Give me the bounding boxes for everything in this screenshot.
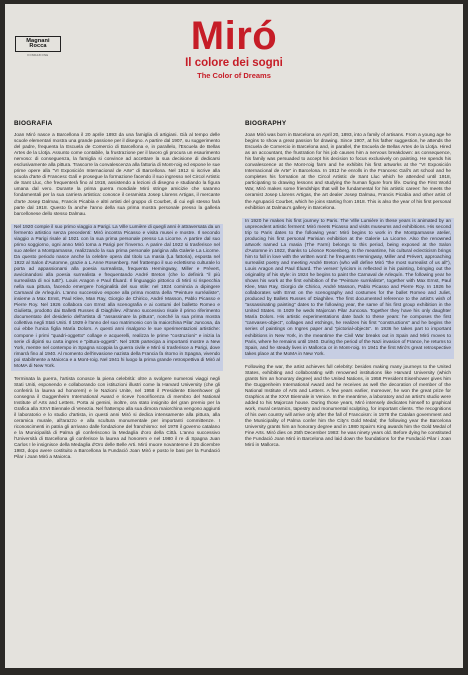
exhibition-panel	[5, 4, 463, 668]
page-subtitle: Il colore dei sogni	[185, 57, 283, 69]
english-heading: BIOGRAPHY	[245, 120, 287, 127]
italian-paragraph-1: Joan Miró nasce a Barcellona il 20 aprile 1893 da una famiglia di artigiani. Già al tempo delle scuole elementari mostra una grande passione per il disegno. A partire dal 1907, su suggerimento del padre, frequenta la Escuela de Comercio di Barcellona e, in parallelo, l'Escuela de Bellas Artes de la Llotja. Assunto come contabile, la frustrazione per il lavoro gli procura un esaurimento nervoso: di conseguenza, la famiglia si convince ad accettare la sua decisione di dedicarsi esclusivamente alla pittura. Trascorre la convalescenza alla fattoria di Mont-roig ed espone le sue prime opere alla "VI Exposición Internacional de Arte" di Barcellona. Nel 1912 si iscrive alla scuola d'arte di Francesc Galí e prosegue la formazione facendo il suo ingresso nel Circol Artistic de Sant Lluc, che frequenterà fino al 1918, assistendo a lezioni di disegno e studiando la figura umana dal vero. Durante la prima guerra mondiale Miró stringe amicizie che saranno fondamentali per la sua carriera artistica: conosce il ceramista Josep Llorens Artigas, il mercante d'arte Josep Dalmau, Francis Picabia e altri artisti del gruppo di Courbet, di cui egli stesso farà parte dal 1918. Questo fa anche l'anno della sua prima mostra personale presso la galleria barcellonese dello stesso Dalmau.	[14, 133, 220, 217]
logo-name: Magnani Rocca	[15, 36, 61, 52]
english-paragraph-2: In 1920 he makes his first journey to Paris. The Ville Lumière in these years is animated by an unprecedent artistic ferment: Miró meets Picasso and visits museums and exhibitions. His second trip to Paris dates to the following year: Miró begins to work in the Montparnasse atelier, producing his first personal Parisian exhibition at the Galerie La Licorne. Also the renowned artwork named La masia (The Farm) belongs to this period, being exposed at the Salon d'Automne in 1922, thanks to Léonce Rosenberg. In the meantime, his cultural eclecticism brings him to fall in love with the written word: he frequents Hemingway, Miller and Prévert, approaching surrealist poetry and meeting André Breton (who will define Miró "the most surrealist of us all"), Louis Aragon and Paul Éluard. The verses' lyricism is reflected in his painting, bringing out the originality of his style: in 1924 he begins to paint the Carnaval de Arlequín. The following year he shows his work at the first exhibition of the "Peinture surréaliste", together with Max Ernst, Paul Klee, Man Ray, Giorgio de Chirico, André Masson, Pablo Picasso and Pierre Roy. In 1926 he collaborates with Ernst on the scenography and costumes for the ballet Romeo and Juliet, produced by Ballets Russes of Diaghilev. The first documented reference to the artist's wish of "assassinating painting" dates to the following year, the same of his first group exhibition in the United States. In 1929 he weds Majorcan Pilar Juncosa. Together they have his only daughter María Dolors. His artistic experimentations date back to these years: he composes the first "canvases-object", collages and etchings, he realizes his first "constructions" and he begins the series of paintings on Ingres paper and "pictorial-objects". In 1936 he takes part to important exhibitions in New York, in the meantime the Civil War breaks out in Spain and Miró moves to Paris, where he remains until 1940. During the period of the Nazi invasion of France, he returns to Spain, and he steady lives in Mallorca or in Mont-roig. In 1941 the first Miró's great retrospective takes place at the MoMA in New York.	[242, 218, 454, 359]
logo-subtitle: FONDAZIONE	[27, 53, 49, 57]
english-paragraph-1: Joan Miró was born in Barcelona on April 20, 1893, into a family of artisans. From a young age he begins to show a great passion for drawing. Since 1907, at his father suggestion, he attends the Escuela de Comercio in Barcelona and, in parallel, the Escuela de Bellas Artes de la Llotja. Hired as an accountant, the frustration for his job causes him a nervous breakdown: as consequence, his family was persuaded to accept his decision to focus exclusively on painting. He spends his convalescence at the Mont-roig farm and he exhibits his first artworks at the "VI Exposición Internacional de Arte" in Barcelona. In 1912 he enrolls in the Francesc Galí's art school and he completes his formation at the Circol Artistic de Sant Lluc which he attended until 1918, participating to drawing lessons and studying the human figure from life. During the First World War, Miró makes some friendships that will be fundamental for his artistic career: he meets the ceramist Josep Llorens Artigas, the art dealer Josep Dalmau, Francis Picabia and other artist of the Agrupació Courbet, which he joins starting from 1918. This is also the year of his first personal exhibition at Dalmau's gallery in Barcelona.	[245, 133, 451, 211]
english-paragraph-3: Following the war, the artist achieves full celebrity: besides making many journeys to the United States, exhibiting and collaborating with renowned institutions like Harvard University (which grants him an honorary degree) and the United Nations, in 1958 President Eisenhower gives him the Guggenheim International Award and he receives as well the decoration of member of the National Institute of Arts and Letters. A few years earlier, moreover, he won the great prize for Graphics at the XXVI Biennale in Venice. In the meantime, a laboratory and an artist's studio were added to his Majorcan house. During those years, Miró intensely dedicates himself to graphical work, mural ceramics, tapestry and monumental sculpting, for important clients. The recognitions of his own country will arrive only after the fall of Francoism: in 1978 the Catalan government and the Municipality of Palma confer him the City's Gold Medal; the following year the Barcelona University grants him an honorary degree and in 1980 Spain's King awards him the Gold Medal of Fine Arts. Miró dies on 25th December 1983: he was ninety years old. Before dying he constituted the Fundació Joan Miró in Barcelona and laid down the foundations for the Fundació Pilar i Joan Miró in Mallorca.	[245, 364, 451, 449]
italian-biography-column	[14, 120, 220, 467]
page-subtitle-english: The Color of Dreams	[197, 71, 271, 80]
italian-paragraph-2: Nel 1920 compie il suo primo viaggio a Parigi. La Ville Lumière di quegli anni è attraversata da un fermento artistico senza precedenti: Miró incontra Picasso e visita musei e mostre. Il secondo viaggio a Parigi risale al 1921 con la sua prima personale presso La Licorne. A partire dal suo primo soggiorno, ogni anno Miró torna a Parigi per l'inverno. A parire dal 1922 si trasferisce nel suo atelier a Montparnasse, realizzando la sua prima personale parigina alla Galerie La Licorne. Da questo periodo nasce anche la celebre opera dal titolo La masia (La fattoria), esposta nel 1922 al Salon d'Automne, grazie a L.Anne Rosenberg. Nel frattempo il suo eclettismo culturale lo porta ad appassionarsi alla poesia surrealista, frequenta Hemingway, Miller e Prévert, avvicinandosi alla poesia surrealista e frequentando André Breton (che lo definirà "il più surrealista di noi tutti"). Louis Aragon e Paul Éluard. Il linguaggio pittorico di Miró si rispecchia nella sua pittura, facendo emergere l'originalità del suo stile: nel 1924 comincia a dipingere Carnaval de Arlequín. L'anno successivo espone alla prima mostra della "Peinture surréaliste", insieme a Max Ernst, Paul Klee, Man Ray, Giorgio de Chirico, André Masson, Pablo Picasso e Pierre Roy. Nel 1926 collabora con Ernst alla scenografia e ai costumi del balletto Romeo e Giulietta, prodotto dai Balletti Russes di Diaghilev. All'anno successivo risale il primo riferimento documentato del desiderio dell'artista di "assassinare la pittura", nonché la sua prima mostra collettiva negli Stati Uniti. Il 1929 è l'anno del suo matrimonio con la maiorchina Pilar Juncosa, da cui ebbe l'unica figlia María Dolors. A questi anni risalgono le sue sperimentazioni artistiche: compone i primi "quadri-oggetto" collage e acquerelli, realizza le prime "costruzioni" e inizia la serie di dipinti su carta ingres e "pittura-oggetti". Nel 1936 partecipa a importanti mostre a New York, mentre nel contempo in Spagna scoppia la guerra civile e Miró si trasferisce a Parigi, dove rimarrà fino al 1940. Al momento dell'invasione nazista della Francia fa ritorno in Spagna, vivendo poi stabilmente a Maiorca e a Mont-roig. Nel 1941 hi luogo la prima grande retrospettiva di Miró al MoMA di New York.	[11, 224, 223, 371]
page-title: Miró	[190, 14, 278, 58]
italian-paragraph-3: Terminata la guerra, l'artista conosce la piena celebrità: oltre a svolgere numerosi viaggi negli Stati Uniti, esponendo e collaborando con istituzioni illustri come la Harvard University (che gli conferirà la laurea ad honorem) e le Nazioni Unite, nel 1958 il Presidente Eisenhower gli consegna il Guggenheim International Award e riceve l'onorificenza di membro del National Institute of Arts and Letters. Porta ai gemini, inoltre, ora stato insignito del gran premio per la Grafica alla XXVI Biennale di Venezia. Nel frattempo alla sua dimora maiorchina vengono aggiunti il laboratorio e lo studio d'artista, in questi anni Miró si dedica intensamente alla pittura, alla ceramica murale, all'arazzo e alla scultura monumentale per importanti committenze. I riconoscimenti in patria gli arrivano dalle fondazione del franchismo: nel 1978 il governo catalano e la Municipalità di Palma gli conferiscono la Medaglia d'oro della Città. L'anno successivo l'Università di Barcellona gli conferisce la laurea ad honorem e nel 1980 il re di Spagna Juan Carlos I le insignisce della Medaglia d'Oro delle Belle Arti. Miró muore novantenne il 25 dicembre 1983, dopo avere costituito a Barcellona la Fundació Joan Miró e posto le basi per la Fundació Pilar i Joan Miró a Maiorca.	[14, 376, 220, 461]
english-biography-column	[245, 120, 451, 455]
italian-heading: BIOGRAFIA	[14, 120, 53, 127]
